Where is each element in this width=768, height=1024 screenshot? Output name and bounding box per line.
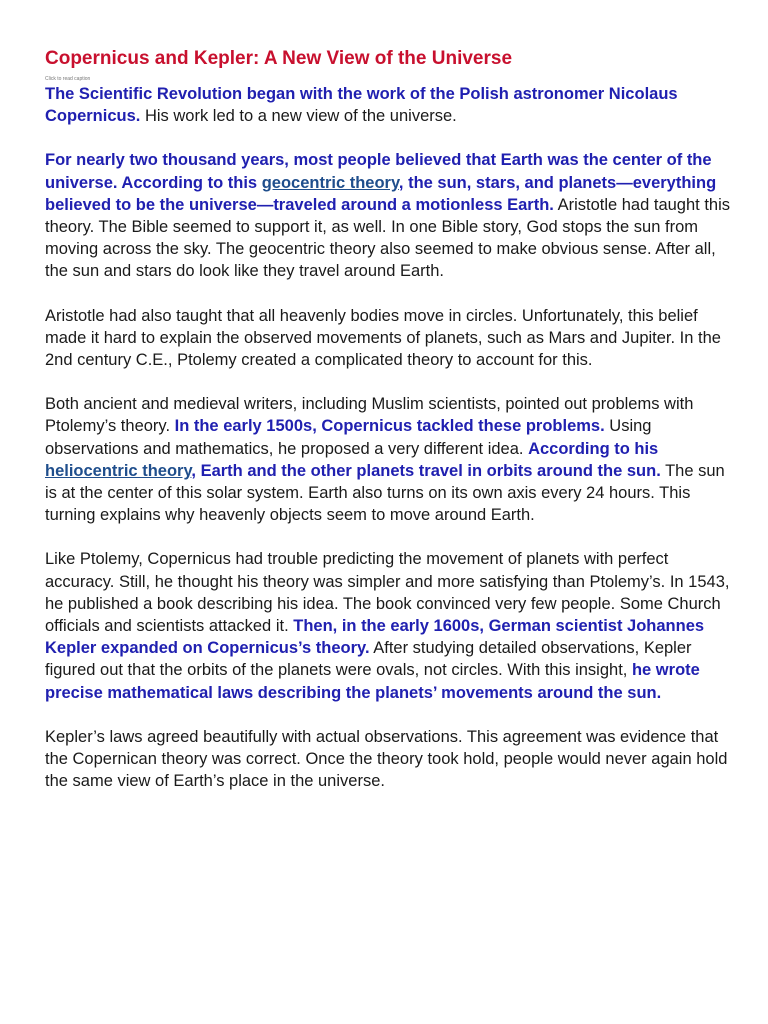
paragraph — [45, 149, 735, 282]
glossary-term-link[interactable]: geocentric theory — [261, 173, 399, 192]
highlighted-text: According to his — [528, 439, 659, 458]
caption-link[interactable]: Click to read caption — [45, 76, 91, 82]
body-text: Both ancient and medieval writers, including Muslim scientists, pointed out problems with Ptolemy’s theory. — [45, 395, 694, 436]
paragraph — [45, 726, 735, 793]
highlighted-text: The Scientific Revolution began with the work of the Polish astronomer Nicolaus Copernicus. — [45, 85, 678, 126]
highlighted-text: , the sun, stars, and planets—everything believed to be the universe—traveled around a motionless Earth. — [45, 173, 717, 214]
article-body — [45, 83, 735, 792]
body-text: Using observations and mathematics, he proposed a very different idea. — [45, 417, 652, 458]
article-title: Copernicus and Kepler: A New View of the Universe — [45, 48, 513, 69]
highlighted-text: he wrote precise mathematical laws describing the planets’ movements around the sun. — [45, 661, 700, 702]
paragraph — [45, 548, 735, 703]
paragraph — [45, 305, 735, 372]
body-text: Like Ptolemy, Copernicus had trouble predicting the movement of planets with perfect accuracy. Still, he thought his theory was simpler and more satisfying than Ptolemy’s. In 1543, he published a book describing his idea. The book convinced very few people. Some Church officials and scientists attacked it. — [45, 550, 730, 636]
highlighted-text: , Earth and the other planets travel in orbits around the sun. — [191, 461, 661, 480]
highlighted-text: Then, in the early 1600s, German scientist Johannes Kepler expanded on Copernicus’s theory. — [45, 617, 705, 658]
body-text: His work led to a new view of the universe. — [140, 107, 457, 126]
highlighted-text: For nearly two thousand years, most people believed that Earth was the center of the universe. According to this — [45, 151, 712, 192]
paragraph — [45, 393, 735, 526]
body-text: Kepler’s laws agreed beautifully with actual observations. This agreement was evidence that the Copernican theory was correct. Once the theory took hold, people would never again hold the same view of Earth’s place in the universe. — [45, 727, 728, 791]
highlighted-text: In the early 1500s, Copernicus tackled these problems. — [174, 417, 605, 436]
body-text: After studying detailed observations, Kepler figured out that the orbits of the planets were ovals, not circles. With this insight, — [45, 639, 692, 680]
body-text: The sun is at the center of this solar system. Earth also turns on its own axis every 24 hours. This turning explains why heavenly objects seem to move around Earth. — [45, 461, 725, 525]
paragraph — [45, 83, 735, 127]
body-text: Aristotle had taught this theory. The Bible seemed to support it, as well. In one Bible story, God stops the sun from moving across the sky. The geocentric theory also seemed to make obvious sense. After all, the sun and stars do look like they travel around Earth. — [45, 195, 731, 281]
glossary-term-link[interactable]: heliocentric theory — [45, 461, 192, 480]
article — [45, 46, 735, 814]
body-text: Aristotle had also taught that all heavenly bodies move in circles. Unfortunately, this belief made it hard to explain the observed movements of planets, such as Mars and Jupiter. In the 2nd century C.E., Ptolemy created a complicated theory to account for this. — [45, 306, 721, 370]
